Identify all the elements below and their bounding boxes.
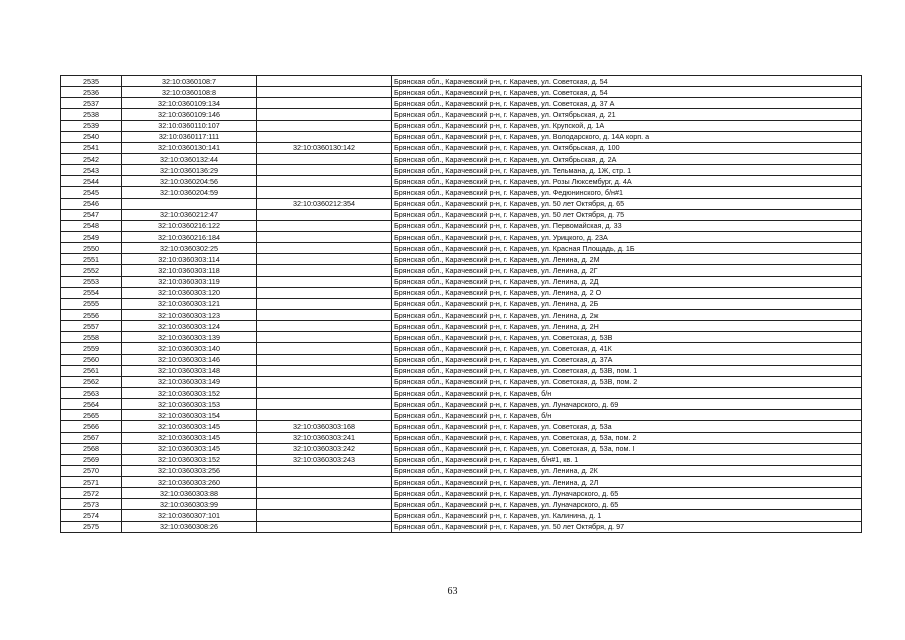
row-number-cell: 2570 (61, 465, 122, 476)
cadastral-number-cell: 32:10:0360303:119 (122, 276, 257, 287)
row-number-cell: 2557 (61, 321, 122, 332)
address-cell: Брянская обл., Карачевский р-н, г. Карачев, ул. Ленина, д. 2Г (392, 265, 862, 276)
cadastral-number-cell: 32:10:0360303:154 (122, 410, 257, 421)
cadastral-number-cell: 32:10:0360216:184 (122, 231, 257, 242)
address-cell: Брянская обл., Карачевский р-н, г. Карачев, ул. Ленина, д. 2Б (392, 298, 862, 309)
table-row (61, 510, 862, 521)
parent-cadastral-number-cell (257, 76, 392, 87)
parent-cadastral-number-cell (257, 298, 392, 309)
table-row (61, 220, 862, 231)
cadastral-number-cell: 32:10:0360303:121 (122, 298, 257, 309)
cadastral-number-cell: 32:10:0360302:25 (122, 243, 257, 254)
table-row (61, 410, 862, 421)
table-row (61, 265, 862, 276)
row-number-cell: 2568 (61, 443, 122, 454)
row-number-cell: 2545 (61, 187, 122, 198)
table-row (61, 432, 862, 443)
address-cell: Брянская обл., Карачевский р-н, г. Карачев, ул. Калинина, д. 1 (392, 510, 862, 521)
cadastral-number-cell: 32:10:0360204:59 (122, 187, 257, 198)
address-cell: Брянская обл., Карачевский р-н, г. Карачев, ул. Советская, д. 54 (392, 76, 862, 87)
parent-cadastral-number-cell (257, 165, 392, 176)
parent-cadastral-number-cell (257, 399, 392, 410)
address-cell: Брянская обл., Карачевский р-н, г. Карачев, ул. Октябрьская, д. 2А (392, 153, 862, 164)
row-number-cell: 2566 (61, 421, 122, 432)
address-cell: Брянская обл., Карачевский р-н, г. Карачев, ул. Советская, д. 53а (392, 421, 862, 432)
address-cell: Брянская обл., Карачевский р-н, г. Карачев, ул. Ленина, д. 2 О (392, 287, 862, 298)
address-cell: Брянская обл., Карачевский р-н, г. Карачев, ул. Советская, д. 37А (392, 354, 862, 365)
parent-cadastral-number-cell: 32:10:0360212:354 (257, 198, 392, 209)
table-row (61, 465, 862, 476)
parent-cadastral-number-cell (257, 510, 392, 521)
row-number-cell: 2548 (61, 220, 122, 231)
parent-cadastral-number-cell (257, 465, 392, 476)
address-cell: Брянская обл., Карачевский р-н, г. Карачев, ул. Федюнинского, б/н#1 (392, 187, 862, 198)
cadastral-number-cell: 32:10:0360303:120 (122, 287, 257, 298)
table-row (61, 254, 862, 265)
table-row (61, 499, 862, 510)
cadastral-number-cell: 32:10:0360216:122 (122, 220, 257, 231)
parent-cadastral-number-cell (257, 343, 392, 354)
parent-cadastral-number-cell (257, 109, 392, 120)
row-number-cell: 2555 (61, 298, 122, 309)
cadastral-number-cell: 32:10:0360108:8 (122, 87, 257, 98)
row-number-cell: 2567 (61, 432, 122, 443)
table-row (61, 120, 862, 131)
parent-cadastral-number-cell (257, 332, 392, 343)
cadastral-number-cell: 32:10:0360130:141 (122, 142, 257, 153)
cadastral-number-cell: 32:10:0360303:114 (122, 254, 257, 265)
table-row (61, 343, 862, 354)
cadastral-number-cell: 32:10:0360303:140 (122, 343, 257, 354)
row-number-cell: 2551 (61, 254, 122, 265)
property-register-table (60, 75, 862, 533)
parent-cadastral-number-cell (257, 131, 392, 142)
parent-cadastral-number-cell (257, 98, 392, 109)
register-table-body (61, 76, 862, 533)
cadastral-number-cell: 32:10:0360303:152 (122, 387, 257, 398)
row-number-cell: 2574 (61, 510, 122, 521)
cadastral-number-cell: 32:10:0360303:146 (122, 354, 257, 365)
cadastral-number-cell: 32:10:0360303:99 (122, 499, 257, 510)
table-row (61, 142, 862, 153)
cadastral-number-cell: 32:10:0360212:47 (122, 209, 257, 220)
table-row (61, 488, 862, 499)
parent-cadastral-number-cell (257, 376, 392, 387)
table-row (61, 521, 862, 532)
cadastral-number-cell: 32:10:0360108:7 (122, 76, 257, 87)
table-row (61, 209, 862, 220)
row-number-cell: 2569 (61, 454, 122, 465)
cadastral-number-cell: 32:10:0360303:118 (122, 265, 257, 276)
parent-cadastral-number-cell (257, 477, 392, 488)
row-number-cell: 2563 (61, 387, 122, 398)
cadastral-number-cell: 32:10:0360132:44 (122, 153, 257, 164)
address-cell: Брянская обл., Карачевский р-н, г. Карачев, ул. Луначарского, д. 65 (392, 499, 862, 510)
address-cell: Брянская обл., Карачевский р-н, г. Карачев, б/н#1, кв. 1 (392, 454, 862, 465)
address-cell: Брянская обл., Карачевский р-н, г. Карачев, ул. Советская, д. 53а, пом. I (392, 443, 862, 454)
parent-cadastral-number-cell: 32:10:0360303:242 (257, 443, 392, 454)
table-row (61, 332, 862, 343)
cadastral-number-cell: 32:10:0360136:29 (122, 165, 257, 176)
address-cell: Брянская обл., Карачевский р-н, г. Карачев, ул. Советская, д. 53В (392, 332, 862, 343)
address-cell: Брянская обл., Карачевский р-н, г. Карачев, ул. Розы Люксембург, д. 4А (392, 176, 862, 187)
cadastral-number-cell: 32:10:0360303:256 (122, 465, 257, 476)
row-number-cell: 2575 (61, 521, 122, 532)
parent-cadastral-number-cell (257, 410, 392, 421)
table-row (61, 477, 862, 488)
row-number-cell: 2560 (61, 354, 122, 365)
address-cell: Брянская обл., Карачевский р-н, г. Карачев, ул. Луначарского, д. 65 (392, 488, 862, 499)
parent-cadastral-number-cell: 32:10:0360303:168 (257, 421, 392, 432)
cadastral-number-cell: 32:10:0360109:146 (122, 109, 257, 120)
row-number-cell: 2558 (61, 332, 122, 343)
address-cell: Брянская обл., Карачевский р-н, г. Карачев, б/н (392, 387, 862, 398)
table-row (61, 131, 862, 142)
row-number-cell: 2539 (61, 120, 122, 131)
table-row (61, 87, 862, 98)
row-number-cell: 2537 (61, 98, 122, 109)
table-row (61, 454, 862, 465)
table-row (61, 354, 862, 365)
row-number-cell: 2543 (61, 165, 122, 176)
row-number-cell: 2554 (61, 287, 122, 298)
address-cell: Брянская обл., Карачевский р-н, г. Карачев, ул. Октябрьская, д. 21 (392, 109, 862, 120)
parent-cadastral-number-cell (257, 321, 392, 332)
parent-cadastral-number-cell (257, 499, 392, 510)
address-cell: Брянская обл., Карачевский р-н, г. Карачев, б/н (392, 410, 862, 421)
parent-cadastral-number-cell: 32:10:0360130:142 (257, 142, 392, 153)
parent-cadastral-number-cell (257, 254, 392, 265)
cadastral-number-cell: 32:10:0360303:260 (122, 477, 257, 488)
cadastral-number-cell: 32:10:0360117:111 (122, 131, 257, 142)
page-number: 63 (447, 586, 458, 597)
parent-cadastral-number-cell (257, 187, 392, 198)
address-cell: Брянская обл., Карачевский р-н, г. Карачев, ул. Ленина, д. 2ж (392, 309, 862, 320)
table-row (61, 287, 862, 298)
row-number-cell: 2535 (61, 76, 122, 87)
cadastral-number-cell: 32:10:0360303:145 (122, 443, 257, 454)
table-row (61, 376, 862, 387)
address-cell: Брянская обл., Карачевский р-н, г. Карачев, ул. Ленина, д. 2Н (392, 321, 862, 332)
row-number-cell: 2556 (61, 309, 122, 320)
address-cell: Брянская обл., Карачевский р-н, г. Карачев, ул. Красная Площадь, д. 1Б (392, 243, 862, 254)
row-number-cell: 2573 (61, 499, 122, 510)
row-number-cell: 2550 (61, 243, 122, 254)
address-cell: Брянская обл., Карачевский р-н, г. Карачев, ул. Володарского, д. 14А корп. а (392, 131, 862, 142)
row-number-cell: 2536 (61, 87, 122, 98)
parent-cadastral-number-cell (257, 243, 392, 254)
parent-cadastral-number-cell (257, 265, 392, 276)
table-row (61, 399, 862, 410)
table-row (61, 243, 862, 254)
row-number-cell: 2572 (61, 488, 122, 499)
row-number-cell: 2559 (61, 343, 122, 354)
address-cell: Брянская обл., Карачевский р-н, г. Карачев, ул. Ленина, д. 2Д (392, 276, 862, 287)
address-cell: Брянская обл., Карачевский р-н, г. Карачев, ул. Тельмана, д. 1Ж, стр. 1 (392, 165, 862, 176)
row-number-cell: 2541 (61, 142, 122, 153)
table-row (61, 76, 862, 87)
table-row (61, 309, 862, 320)
parent-cadastral-number-cell (257, 521, 392, 532)
address-cell: Брянская обл., Карачевский р-н, г. Карачев, ул. Советская, д. 41К (392, 343, 862, 354)
table-row (61, 187, 862, 198)
row-number-cell: 2549 (61, 231, 122, 242)
cadastral-number-cell: 32:10:0360303:124 (122, 321, 257, 332)
parent-cadastral-number-cell (257, 309, 392, 320)
parent-cadastral-number-cell (257, 276, 392, 287)
table-row (61, 443, 862, 454)
parent-cadastral-number-cell (257, 176, 392, 187)
address-cell: Брянская обл., Карачевский р-н, г. Карачев, ул. Советская, д. 37 А (392, 98, 862, 109)
row-number-cell: 2552 (61, 265, 122, 276)
table-row (61, 198, 862, 209)
row-number-cell: 2562 (61, 376, 122, 387)
parent-cadastral-number-cell (257, 120, 392, 131)
cadastral-number-cell: 32:10:0360308:26 (122, 521, 257, 532)
table-row (61, 387, 862, 398)
parent-cadastral-number-cell (257, 287, 392, 298)
parent-cadastral-number-cell (257, 220, 392, 231)
row-number-cell: 2540 (61, 131, 122, 142)
address-cell: Брянская обл., Карачевский р-н, г. Карачев, ул. 50 лет Октября, д. 75 (392, 209, 862, 220)
cadastral-number-cell (122, 198, 257, 209)
table-row (61, 98, 862, 109)
parent-cadastral-number-cell (257, 488, 392, 499)
address-cell: Брянская обл., Карачевский р-н, г. Карачев, ул. Советская, д. 53В, пом. 1 (392, 365, 862, 376)
table-row (61, 421, 862, 432)
cadastral-number-cell: 32:10:0360303:149 (122, 376, 257, 387)
cadastral-number-cell: 32:10:0360110:107 (122, 120, 257, 131)
row-number-cell: 2561 (61, 365, 122, 376)
row-number-cell: 2565 (61, 410, 122, 421)
cadastral-number-cell: 32:10:0360109:134 (122, 98, 257, 109)
table-row (61, 298, 862, 309)
address-cell: Брянская обл., Карачевский р-н, г. Карачев, ул. Октябрьская, д. 100 (392, 142, 862, 153)
parent-cadastral-number-cell (257, 365, 392, 376)
table-row (61, 231, 862, 242)
cadastral-number-cell: 32:10:0360303:145 (122, 421, 257, 432)
row-number-cell: 2571 (61, 477, 122, 488)
address-cell: Брянская обл., Карачевский р-н, г. Карачев, ул. 50 лет Октября, д. 65 (392, 198, 862, 209)
parent-cadastral-number-cell: 32:10:0360303:241 (257, 432, 392, 443)
parent-cadastral-number-cell (257, 354, 392, 365)
row-number-cell: 2546 (61, 198, 122, 209)
row-number-cell: 2547 (61, 209, 122, 220)
parent-cadastral-number-cell (257, 87, 392, 98)
cadastral-number-cell: 32:10:0360204:56 (122, 176, 257, 187)
address-cell: Брянская обл., Карачевский р-н, г. Карачев, ул. Советская, д. 54 (392, 87, 862, 98)
row-number-cell: 2564 (61, 399, 122, 410)
parent-cadastral-number-cell: 32:10:0360303:243 (257, 454, 392, 465)
row-number-cell: 2538 (61, 109, 122, 120)
table-row (61, 176, 862, 187)
cadastral-number-cell: 32:10:0360303:88 (122, 488, 257, 499)
table-row (61, 153, 862, 164)
cadastral-number-cell: 32:10:0360307:101 (122, 510, 257, 521)
cadastral-number-cell: 32:10:0360303:139 (122, 332, 257, 343)
cadastral-number-cell: 32:10:0360303:145 (122, 432, 257, 443)
table-row (61, 365, 862, 376)
address-cell: Брянская обл., Карачевский р-н, г. Карачев, ул. Урицкого, д. 23А (392, 231, 862, 242)
table-row (61, 321, 862, 332)
table-row (61, 276, 862, 287)
parent-cadastral-number-cell (257, 387, 392, 398)
cadastral-number-cell: 32:10:0360303:123 (122, 309, 257, 320)
address-cell: Брянская обл., Карачевский р-н, г. Карачев, ул. 50 лет Октября, д. 97 (392, 521, 862, 532)
address-cell: Брянская обл., Карачевский р-н, г. Карачев, ул. Советская, д. 53а, пом. 2 (392, 432, 862, 443)
cadastral-number-cell: 32:10:0360303:153 (122, 399, 257, 410)
address-cell: Брянская обл., Карачевский р-н, г. Карачев, ул. Ленина, д. 2К (392, 465, 862, 476)
parent-cadastral-number-cell (257, 209, 392, 220)
row-number-cell: 2542 (61, 153, 122, 164)
row-number-cell: 2544 (61, 176, 122, 187)
parent-cadastral-number-cell (257, 153, 392, 164)
address-cell: Брянская обл., Карачевский р-н, г. Карачев, ул. Крупской, д. 1А (392, 120, 862, 131)
address-cell: Брянская обл., Карачевский р-н, г. Карачев, ул. Первомайская, д. 33 (392, 220, 862, 231)
cadastral-number-cell: 32:10:0360303:152 (122, 454, 257, 465)
address-cell: Брянская обл., Карачевский р-н, г. Карачев, ул. Ленина, д. 2М (392, 254, 862, 265)
cadastral-number-cell: 32:10:0360303:148 (122, 365, 257, 376)
address-cell: Брянская обл., Карачевский р-н, г. Карачев, ул. Луначарского, д. 69 (392, 399, 862, 410)
table-row (61, 109, 862, 120)
table-row (61, 165, 862, 176)
address-cell: Брянская обл., Карачевский р-н, г. Карачев, ул. Ленина, д. 2Л (392, 477, 862, 488)
row-number-cell: 2553 (61, 276, 122, 287)
address-cell: Брянская обл., Карачевский р-н, г. Карачев, ул. Советская, д. 53В, пом. 2 (392, 376, 862, 387)
parent-cadastral-number-cell (257, 231, 392, 242)
